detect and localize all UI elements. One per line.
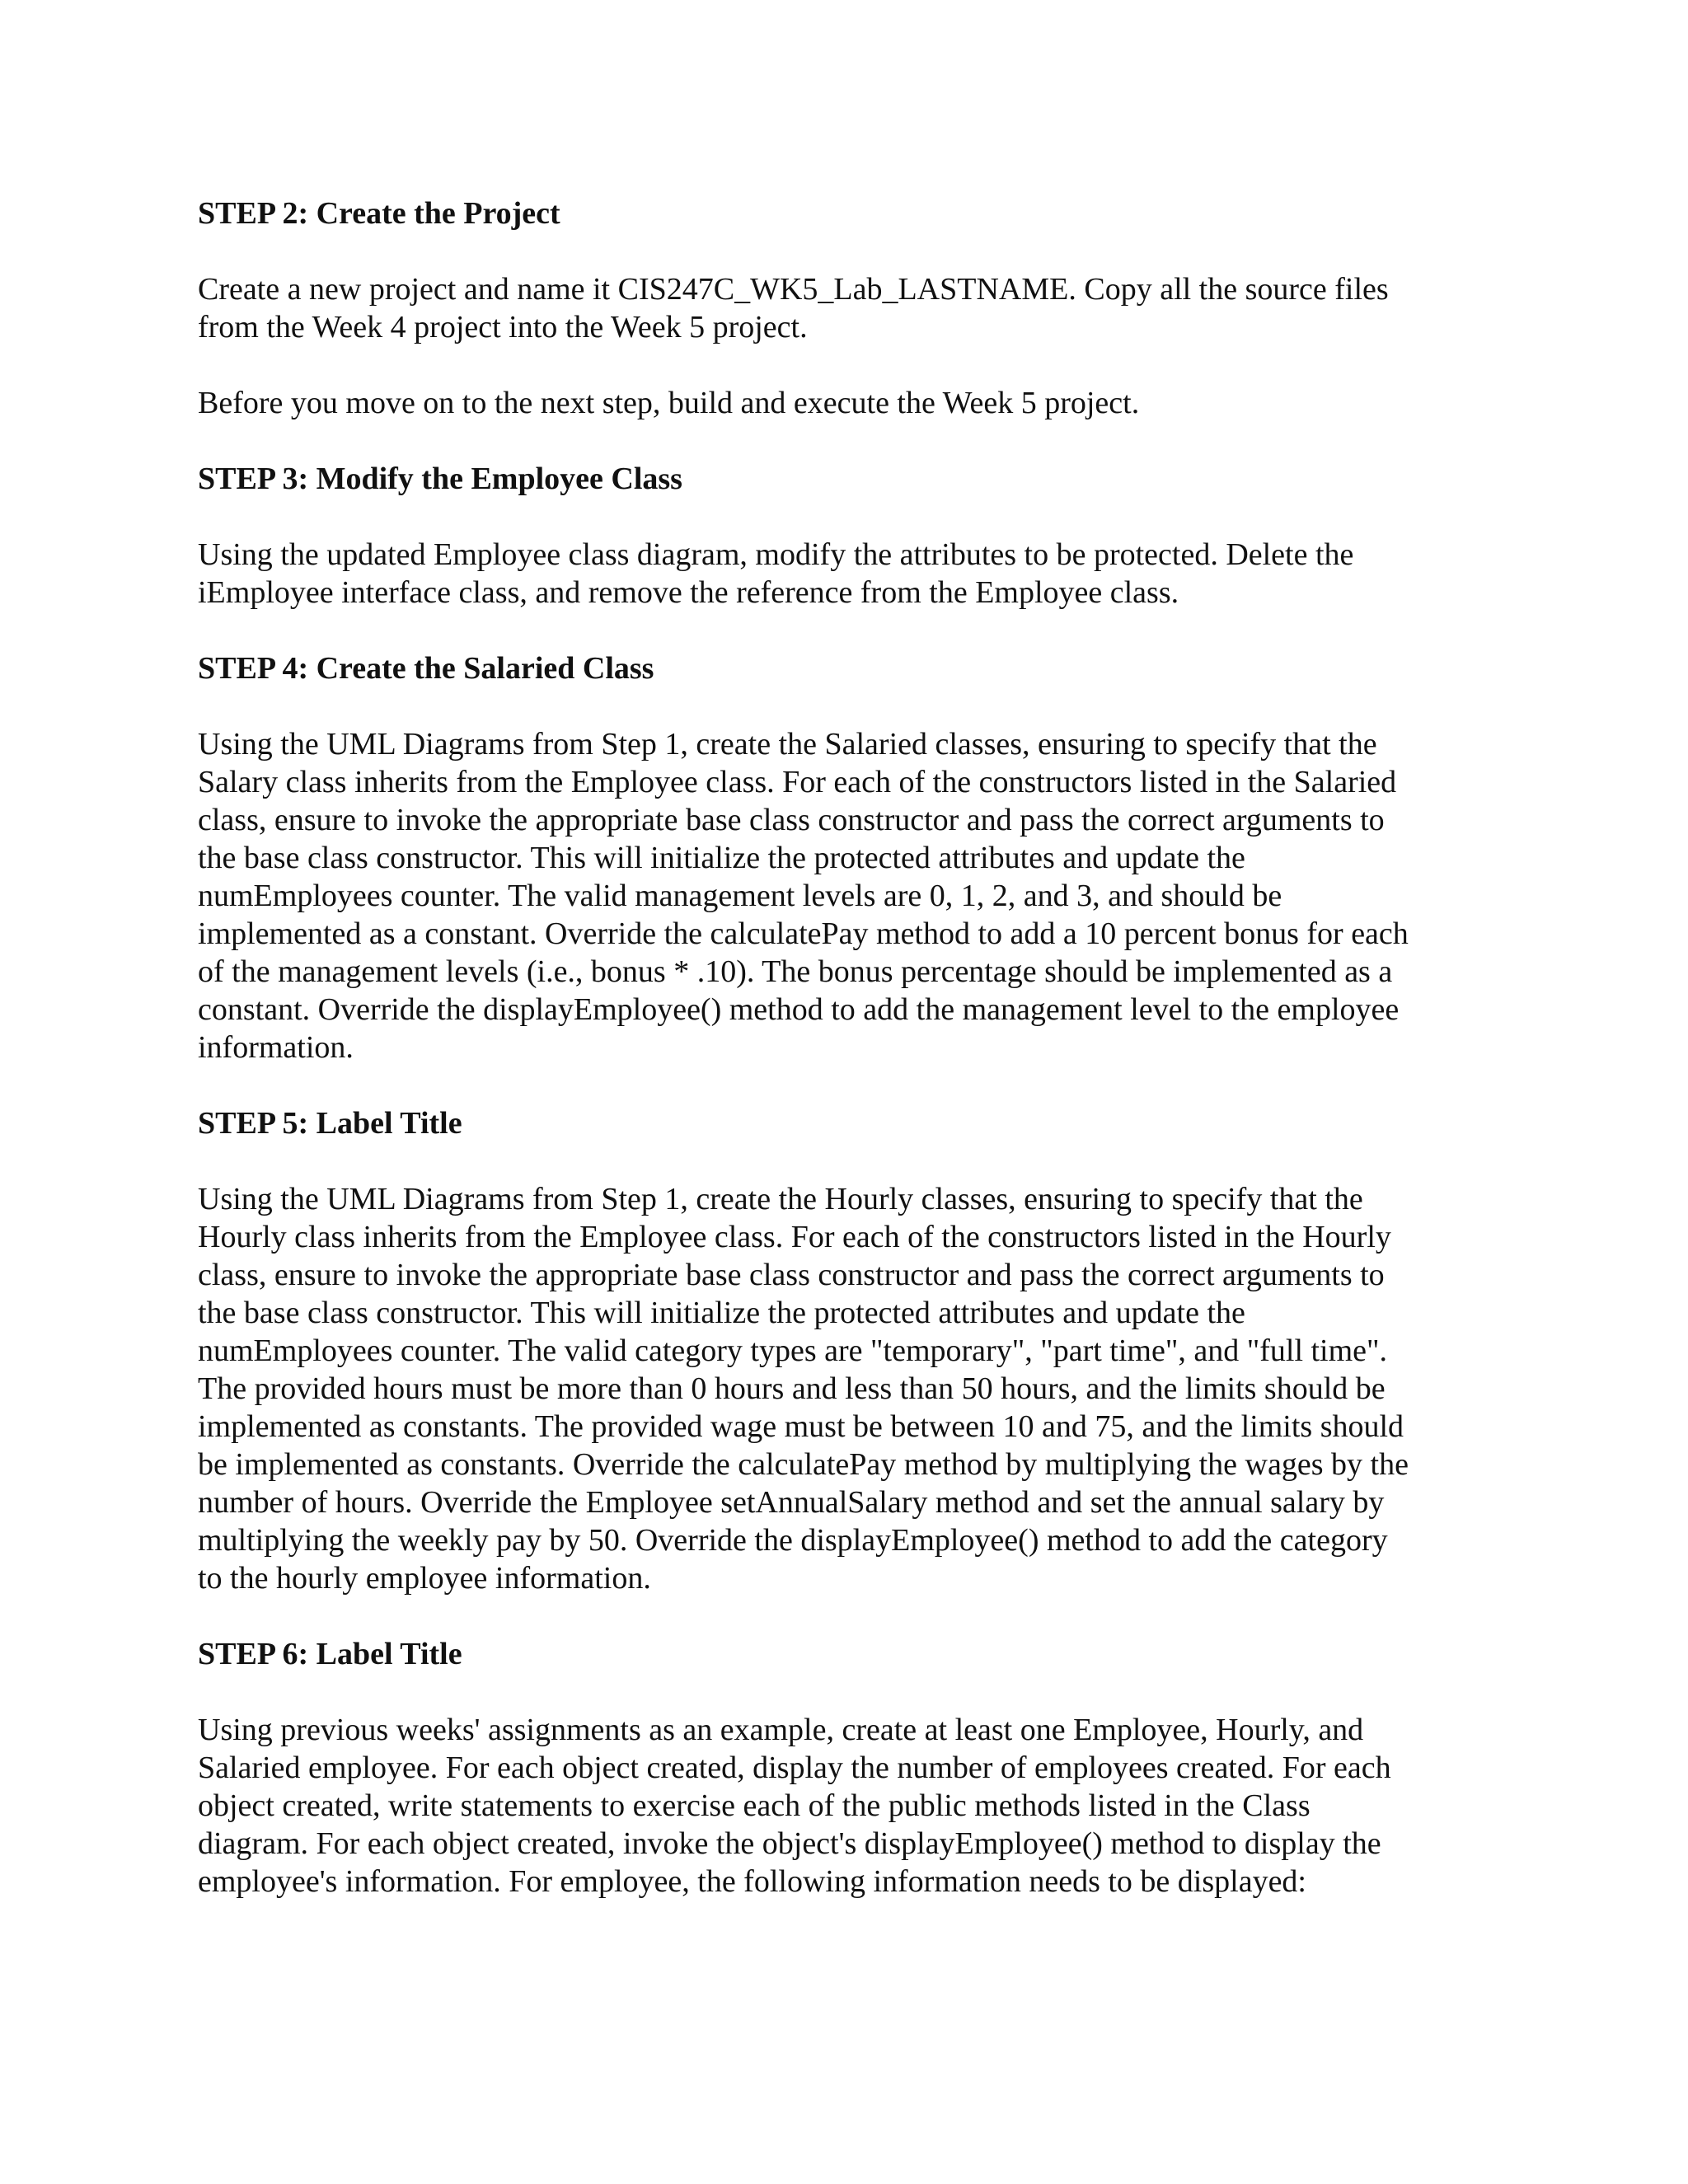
section-step-2	[198, 194, 1500, 422]
section-step-4	[198, 649, 1500, 1066]
section-heading: STEP 5: Label Title	[198, 1106, 462, 1141]
section-step-6	[198, 1635, 1500, 1900]
paragraph: Before you move on to the next step, build and execute the Week 5 project.	[198, 386, 1140, 420]
paragraph: Using the UML Diagrams from Step 1, create the Hourly classes, ensuring to specify that the Hourly class inherits from the Employee class. For each of the constructors listed in the Hourly class, ensure to invoke the appropriate base class constructor and pass the correct arguments to the base class constructor. This will initialize the protected attributes and update the numEmployees counter. The valid category types are "temporary", "part time", and "full time". The provided hours must be more than 0 hours and less than 50 hours, and the limits should be implemented as constants. The provided wage must be between 10 and 75, and the limits should be implemented as constants. Override the calculatePay method by multiplying the wages by the number of hours. Override the Employee setAnnualSalary method and set the annual salary by multiplying the weekly pay by 50. Override the displayEmployee() method to add the category to the hourly employee information.	[198, 1182, 1409, 1596]
section-heading: STEP 6: Label Title	[198, 1637, 462, 1671]
paragraph: Create a new project and name it CIS247C_WK5_Lab_LASTNAME. Copy all the source files from the Week 4 project into the Week 5 project.	[198, 272, 1389, 344]
paragraph: Using previous weeks' assignments as an example, create at least one Employee, Hourly, and Salaried employee. For each object created, display the number of employees created. For each object created, write statements to exercise each of the public methods listed in the Class diagram. For each object created, invoke the object's displayEmployee() method to display the employee's information. For employee, the following information needs to be displayed:	[198, 1713, 1391, 1899]
section-step-5	[198, 1104, 1500, 1597]
section-step-3	[198, 460, 1500, 612]
paragraph: Using the updated Employee class diagram, modify the attributes to be protected. Delete the iEmployee interface class, and remove the reference from the Employee class.	[198, 537, 1354, 610]
section-heading: STEP 3: Modify the Employee Class	[198, 462, 682, 496]
section-heading: STEP 4: Create the Salaried Class	[198, 651, 654, 686]
paragraph: Using the UML Diagrams from Step 1, create the Salaried classes, ensuring to specify that the Salary class inherits from the Employee class. For each of the constructors listed in the Salaried class, ensure to invoke the appropriate base class constructor and pass the correct arguments to the base class constructor. This will initialize the protected attributes and update the numEmployees counter. The valid management levels are 0, 1, 2, and 3, and should be implemented as a constant. Override the calculatePay method to add a 10 percent bonus for each of the management levels (i.e., bonus * .10). The bonus percentage should be implemented as a constant. Override the displayEmployee() method to add the management level to the employee information.	[198, 727, 1409, 1065]
section-heading: STEP 2: Create the Project	[198, 196, 560, 231]
document-page	[198, 194, 1500, 1938]
